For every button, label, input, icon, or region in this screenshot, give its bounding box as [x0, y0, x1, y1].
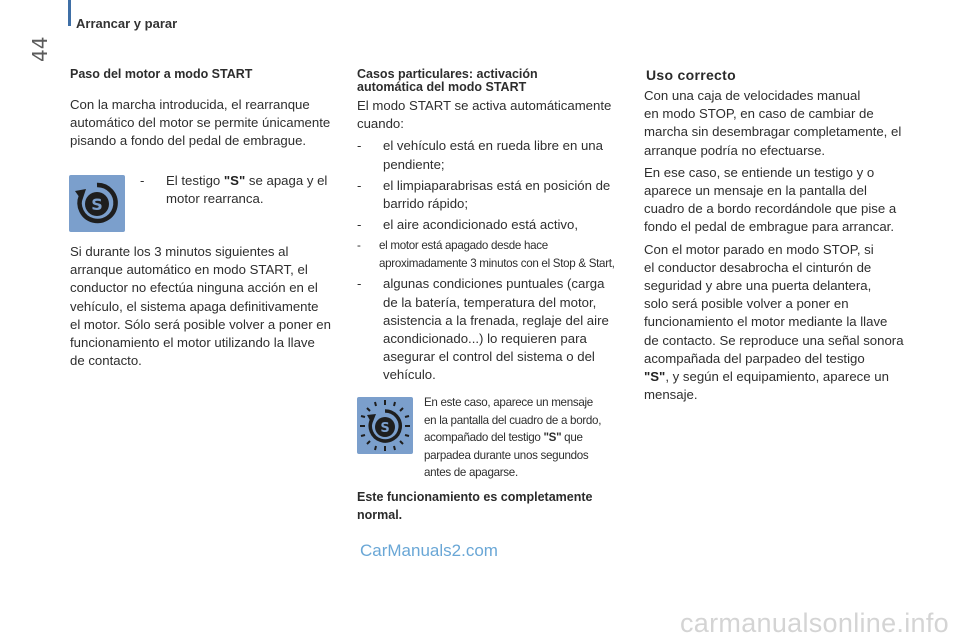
left-para-line: arranque automático en modo START, el	[70, 262, 308, 278]
bullet-text: el aire acondicionado está activo,	[383, 217, 579, 233]
left-para-line: Si durante los 3 minutos siguientes al	[70, 244, 289, 259]
stop-start-s-icon	[69, 175, 125, 232]
bullet-dash: -	[357, 217, 362, 233]
middle-bullet	[357, 237, 632, 272]
middle-bullet	[357, 275, 632, 384]
p-line: En ese caso, se entiende un testigo y o	[644, 164, 875, 180]
bullet-text: aproximadamente 3 minutos con el Stop & Start,	[379, 256, 615, 270]
bullet-text: se apaga y el	[245, 173, 328, 188]
left-intro-line: pisando a fondo del pedal de embrague.	[70, 133, 307, 149]
closing-line: normal.	[357, 508, 403, 522]
bullet-dash: -	[140, 173, 145, 188]
p-line: en modo STOP, en caso de cambiar de	[644, 106, 874, 122]
page-number: 44	[28, 36, 52, 62]
carmanualsonline-watermark: carmanualsonline.info	[680, 608, 949, 638]
note-line: parpadea durante unos segundos	[424, 448, 589, 462]
middle-intro-line: El modo START se activa automáticamente	[357, 98, 612, 113]
middle-bullet	[357, 216, 632, 234]
bullet-text: el motor está apagado desde hace	[379, 239, 548, 253]
note-line: en la pantalla del cuadro de a bordo,	[424, 413, 602, 427]
middle-heading-line: Casos particulares: activación	[357, 67, 538, 81]
stop-start-s-flashing-icon	[357, 397, 413, 454]
bullet-dash: -	[357, 239, 361, 253]
middle-heading-line: automática del modo START	[357, 80, 527, 94]
right-bold-s: "S"	[644, 369, 666, 385]
note-line: acompañado del testigo	[424, 431, 544, 444]
bullet-text: de la batería, temperatura del motor,	[383, 294, 597, 310]
note-line: que	[561, 431, 583, 444]
p-line: mensaje.	[644, 387, 698, 403]
middle-heading	[357, 68, 538, 94]
bullet-text: El testigo	[166, 173, 224, 188]
left-para-line: funcionamiento el motor utilizando la llave	[70, 335, 315, 351]
right-p3	[644, 241, 934, 405]
bullet-text: pendiente;	[383, 156, 445, 172]
closing-line: Este funcionamiento es completamente	[357, 490, 593, 504]
right-heading: Uso correcto	[646, 67, 736, 83]
middle-closing	[357, 488, 592, 524]
p-line: de contacto. Se reproduce una señal sonora	[644, 332, 904, 348]
middle-note	[424, 394, 634, 482]
middle-intro-line: cuando:	[357, 116, 404, 132]
bullet-bold-s: "S"	[223, 173, 246, 188]
bullet-text: acondicionado...) lo requieren para	[383, 331, 587, 347]
header-accent-bar	[68, 0, 71, 26]
p-line: solo será posible volver a poner en	[644, 296, 849, 312]
left-para-line: de contacto.	[70, 353, 142, 369]
note-line: En este caso, aparece un mensaje	[424, 396, 593, 409]
p-line: aparece un mensaje en la pantalla del	[644, 183, 867, 199]
p-line: el conductor desabrocha el cinturón de	[644, 259, 872, 275]
p-line: Con una caja de velocidades manual	[644, 88, 861, 103]
middle-body	[357, 97, 632, 388]
bullet-dash: -	[357, 177, 362, 193]
left-bullet	[140, 172, 345, 211]
bullet-text: motor rearranca.	[166, 191, 264, 207]
middle-bullet	[357, 137, 632, 173]
bullet-text: asistencia a la frenada, reglaje del aire	[383, 312, 609, 328]
bullet-text: barrido rápido;	[383, 196, 469, 212]
svg-text:S: S	[380, 421, 390, 436]
p-line: Con el motor parado en modo STOP, si	[644, 241, 874, 257]
bullet-dash: -	[357, 276, 362, 292]
left-intro-line: Con la marcha introducida, el rearranque	[70, 97, 310, 112]
bullet-dash: -	[357, 138, 362, 154]
left-intro-line: automático del motor se permite únicamente	[70, 115, 331, 131]
p-line: seguridad y abre una puerta delantera,	[644, 278, 872, 294]
carmanuals-watermark[interactable]: CarManuals2.com	[360, 541, 498, 560]
left-para-line: el motor. Sólo será posible volver a poner en	[70, 316, 331, 332]
left-para-line: conductor no efectúa ninguna acción en el	[70, 280, 318, 296]
middle-bullet	[357, 177, 632, 213]
bullet-text: algunas condiciones puntuales (carga	[383, 276, 605, 292]
section-title: Arrancar y parar	[76, 16, 178, 31]
p-line: cuadro de a bordo recordándole que pise a	[644, 201, 897, 217]
note-bold-s: "S"	[543, 431, 562, 444]
left-heading: Paso del motor a modo START	[70, 67, 253, 81]
left-paragraph	[70, 243, 355, 370]
bullet-text: el vehículo está en rueda libre en una	[383, 138, 603, 154]
right-body	[644, 87, 934, 404]
left-para-line: vehículo, el sistema apaga definitivamente	[70, 298, 319, 314]
p-line: arranque podría no efectuarse.	[644, 142, 826, 158]
p-line: , y según el equipamiento, aparece un	[665, 369, 889, 385]
p-line: funcionamiento el motor mediante la llave	[644, 314, 888, 330]
p-line: fondo el pedal de embrague para arrancar.	[644, 219, 895, 235]
left-intro	[70, 96, 350, 151]
bullet-text: vehículo.	[383, 367, 436, 383]
note-line: antes de apagarse.	[424, 466, 518, 479]
right-p1	[644, 87, 934, 160]
svg-text:S: S	[91, 195, 103, 214]
p-line: marcha sin desembragar completamente, el	[644, 124, 902, 140]
bullet-text: el limpiaparabrisas está en posición de	[383, 177, 611, 193]
right-p2	[644, 164, 934, 237]
p-line: acompañada del parpadeo del testigo	[644, 350, 865, 366]
bullet-text: asegurar el control del sistema o del	[383, 349, 595, 365]
